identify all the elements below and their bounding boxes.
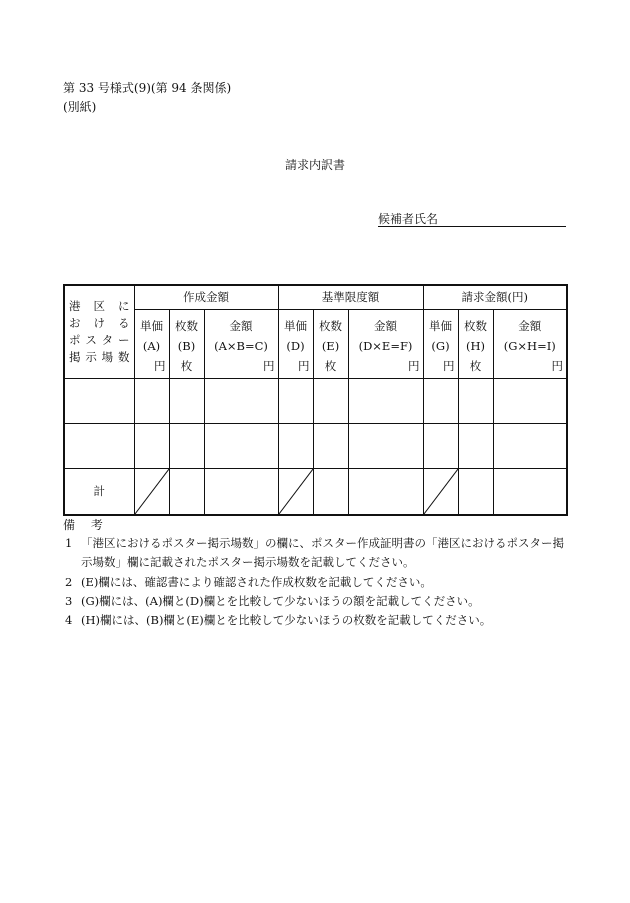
col-h-header: 枚数 (H) 枚 — [458, 309, 493, 378]
total-cell-crossed — [278, 468, 313, 515]
table-cell[interactable] — [204, 378, 278, 423]
breakdown-table — [63, 284, 568, 516]
table-cell[interactable] — [458, 423, 493, 468]
table-row — [64, 423, 567, 468]
col-d-header: 単価 (D) 円 — [278, 309, 313, 378]
table-cell[interactable] — [134, 378, 169, 423]
page-title: 請求内訳書 — [284, 158, 345, 172]
col-a-header: 単価 (A) 円 — [134, 309, 169, 378]
table-cell[interactable] — [64, 423, 134, 468]
diagonal-strike — [135, 469, 169, 514]
col-c-header: 金額 (A×B=C) 円 — [204, 309, 278, 378]
table-cell[interactable] — [313, 423, 348, 468]
diagonal-strike — [424, 469, 458, 514]
total-c[interactable] — [204, 468, 278, 515]
table-cell[interactable] — [348, 378, 423, 423]
total-row — [64, 468, 567, 515]
production-amount-header: 作成金額 — [134, 285, 278, 309]
total-i[interactable] — [493, 468, 567, 515]
diagonal-strike — [279, 469, 313, 514]
table-cell[interactable] — [204, 423, 278, 468]
table-cell[interactable] — [348, 423, 423, 468]
total-h[interactable] — [458, 468, 493, 515]
notes-title: 備 考 — [63, 518, 109, 532]
table-cell[interactable] — [278, 423, 313, 468]
table-row — [64, 378, 567, 423]
col-i-header: 金額 (G×H=I) 円 — [493, 309, 567, 378]
claim-amount-header: 請求金額(円) — [423, 285, 567, 309]
table-cell[interactable] — [313, 378, 348, 423]
col-f-header: 金額 (D×E=F) 円 — [348, 309, 423, 378]
total-e[interactable] — [313, 468, 348, 515]
table-cell[interactable] — [278, 378, 313, 423]
table-cell[interactable] — [169, 423, 204, 468]
candidate-name-line[interactable] — [378, 226, 566, 227]
total-cell-crossed — [423, 468, 458, 515]
note-item: 2 (E)欄には、確認書により確認された作成枚数を記載してください。 — [65, 575, 432, 589]
col-b-header: 枚数 (B) 枚 — [169, 309, 204, 378]
standard-limit-header: 基準限度額 — [278, 285, 423, 309]
attachment-label: (別紙) — [63, 100, 97, 114]
poster-board-count-header: 港 区 に お け る ポスター 掲示場数 — [64, 285, 134, 378]
total-label: 計 — [64, 468, 134, 515]
total-cell-crossed — [134, 468, 169, 515]
table-cell[interactable] — [493, 378, 567, 423]
table-cell[interactable] — [423, 378, 458, 423]
col-g-header: 単価 (G) 円 — [423, 309, 458, 378]
form-reference: 第 33 号様式(9)(第 94 条関係) — [63, 81, 232, 95]
total-f[interactable] — [348, 468, 423, 515]
table-cell[interactable] — [169, 378, 204, 423]
table-cell[interactable] — [458, 378, 493, 423]
note-item: 3 (G)欄には、(A)欄と(D)欄とを比較して少ないほうの額を記載してください。 — [65, 594, 480, 608]
candidate-name-label: 候補者氏名 — [378, 212, 439, 226]
table-cell[interactable] — [423, 423, 458, 468]
note-item: 1 「港区におけるポスター掲示場数」の欄に、ポスター作成証明書の「港区におけるポスター掲示場数」欄に記載されたポスター掲示場数を記載してください。 — [65, 536, 564, 569]
note-item: 4 (H)欄には、(B)欄と(E)欄とを比較して少ないほうの枚数を記載してください。 — [65, 613, 492, 627]
table-cell[interactable] — [64, 378, 134, 423]
table-cell[interactable] — [134, 423, 169, 468]
table-cell[interactable] — [493, 423, 567, 468]
total-b[interactable] — [169, 468, 204, 515]
col-e-header: 枚数 (E) 枚 — [313, 309, 348, 378]
